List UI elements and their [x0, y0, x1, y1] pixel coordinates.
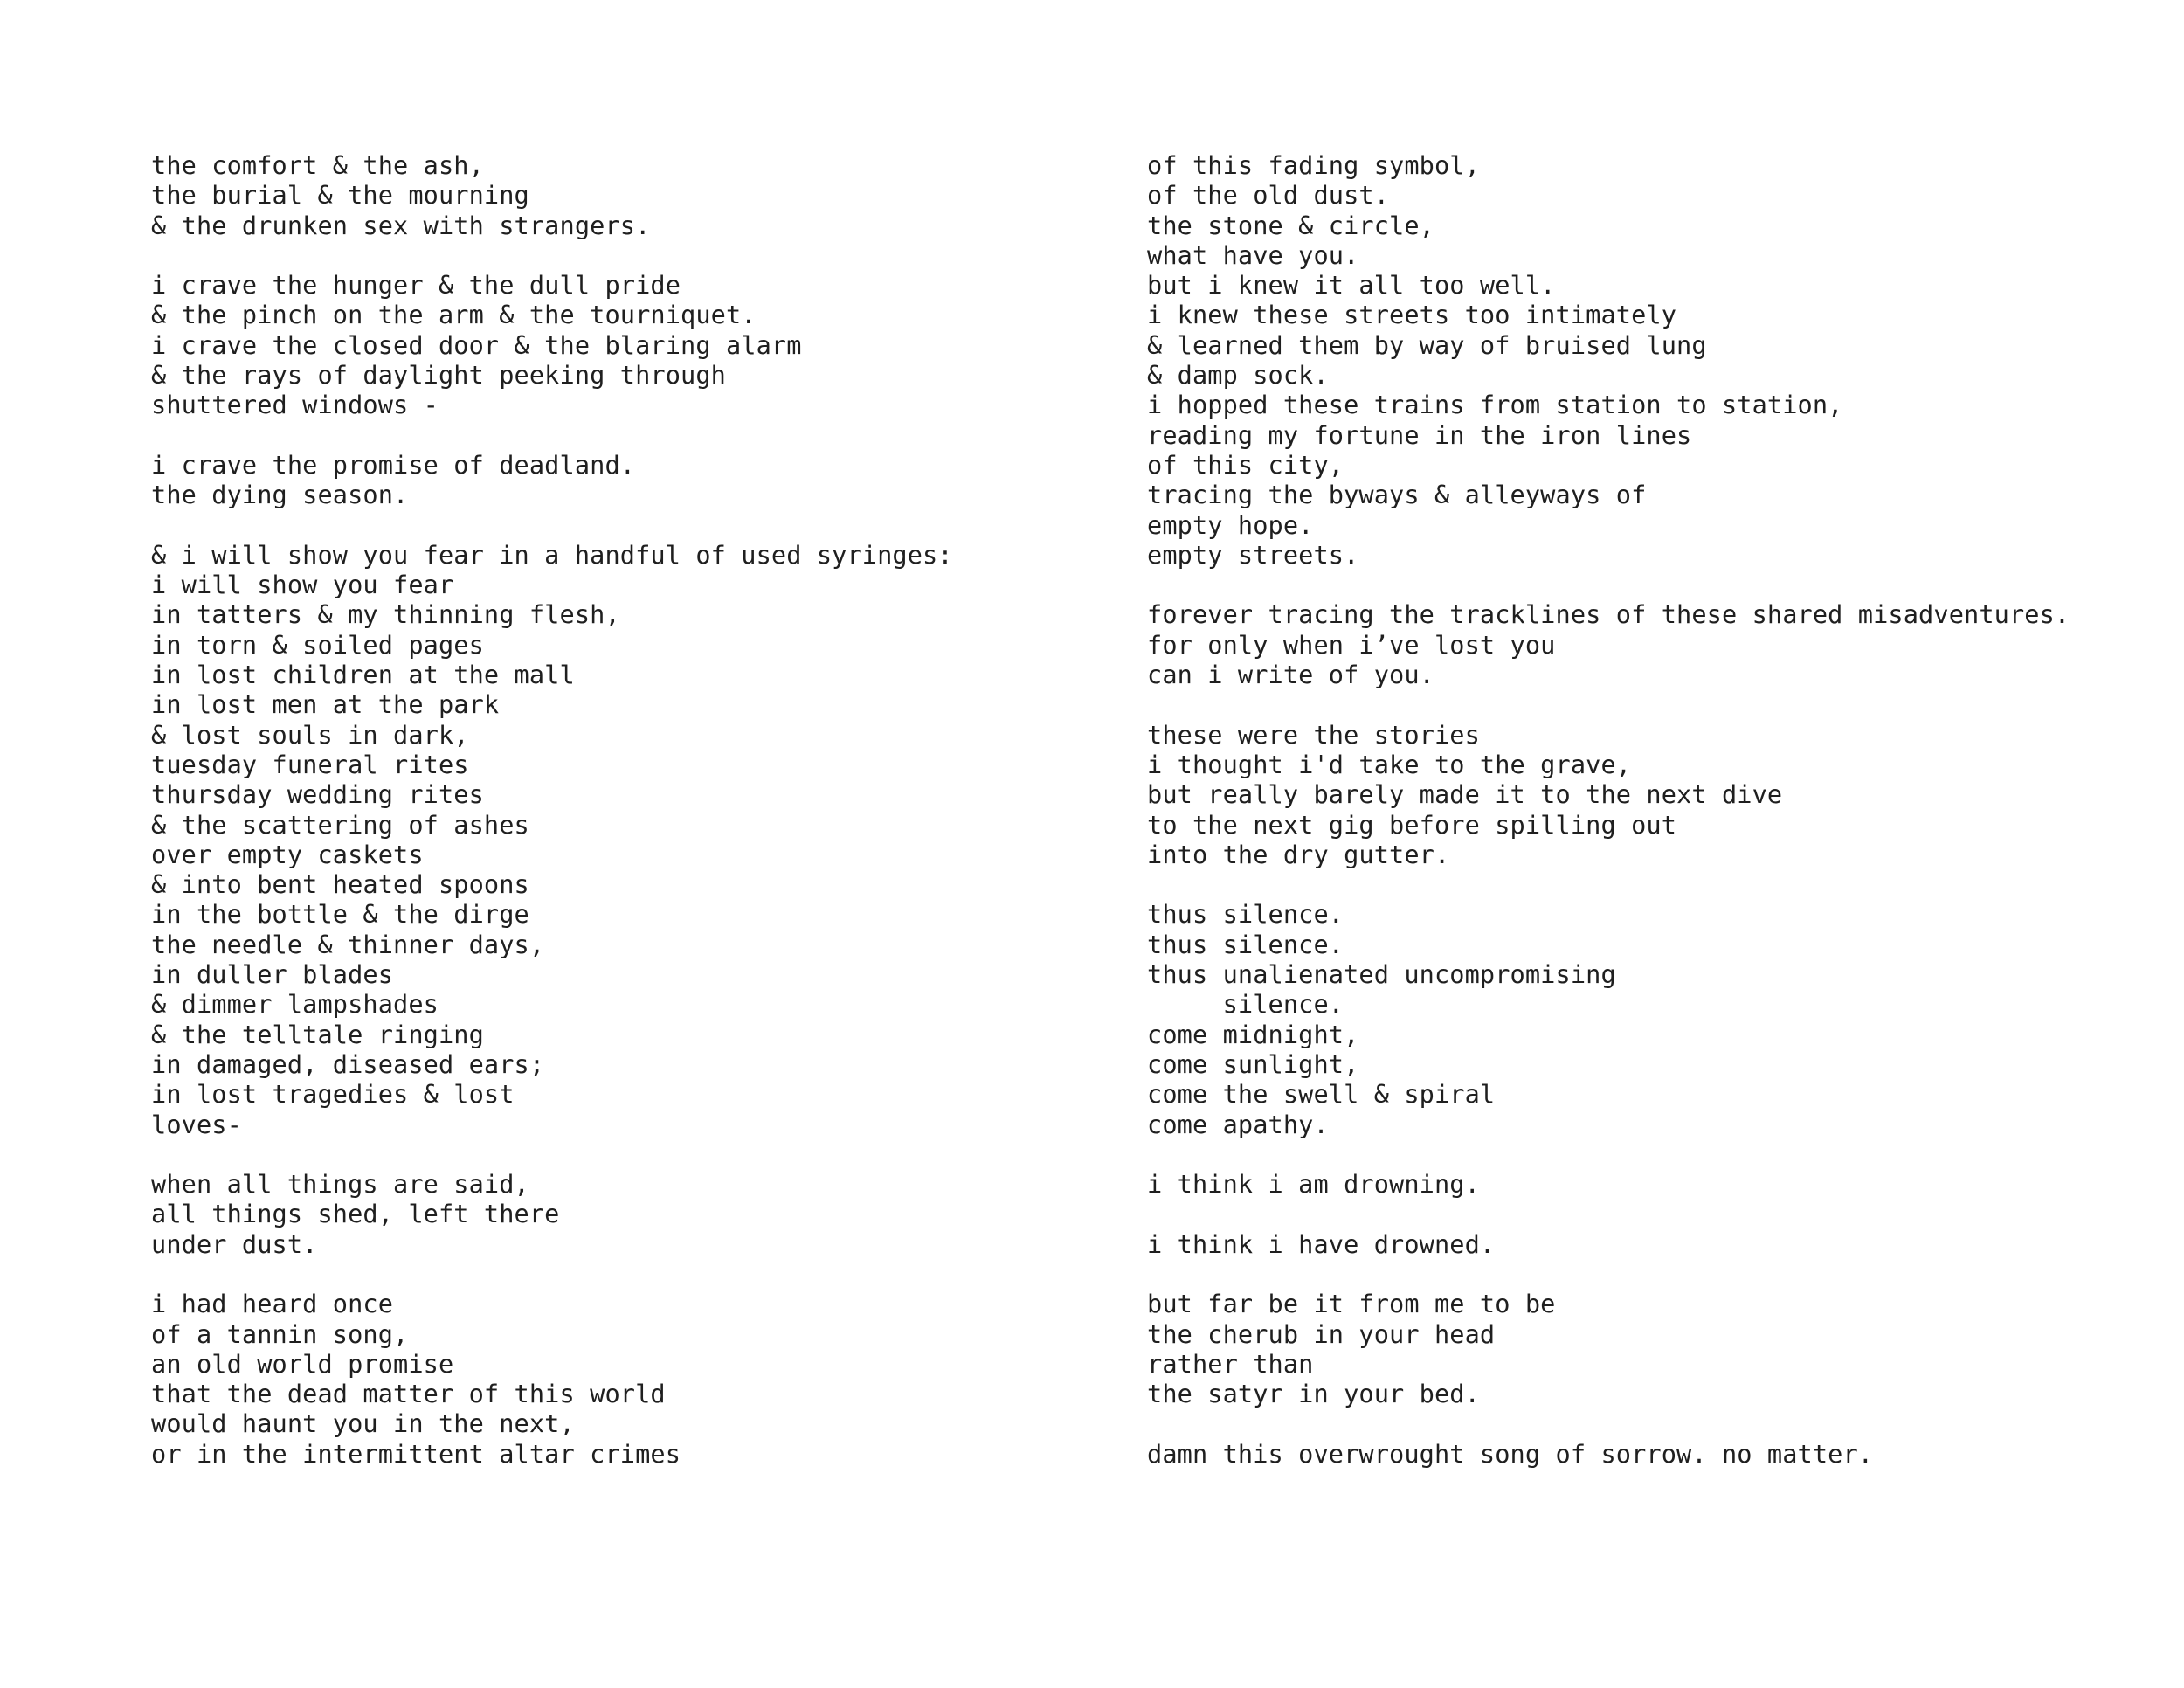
- left-page: [151, 150, 1025, 1469]
- poem-line: for only when i’ve lost you: [1147, 629, 1556, 660]
- poem-line: that the dead matter of this world: [151, 1379, 666, 1409]
- poem-line: i crave the closed door & the blaring alarm: [151, 329, 802, 360]
- poem-line: but really barely made it to the next dive: [1147, 779, 1783, 810]
- poem-line: i had heard once: [151, 1289, 394, 1319]
- stanza-break: [1147, 689, 2108, 719]
- poem-line: come apathy.: [1147, 1109, 1329, 1139]
- stanza-break: [151, 420, 1025, 450]
- right-page: [1147, 150, 2108, 1469]
- stanza-break: [1147, 869, 2108, 899]
- poem-line: come midnight,: [1147, 1019, 1359, 1049]
- poem-line: but far be it from me to be: [1147, 1289, 1556, 1319]
- poem-line: & the rays of daylight peeking through: [151, 360, 726, 391]
- poem-line: & i will show you fear in a handful of used syringes:: [151, 539, 953, 570]
- poem-line: i crave the hunger & the dull pride: [151, 270, 681, 301]
- poem-line: & lost souls in dark,: [151, 719, 469, 750]
- stanza-break: [1147, 1259, 2108, 1289]
- poem-line: thus silence.: [1147, 929, 1344, 959]
- poem-line: come sunlight,: [1147, 1048, 1359, 1079]
- poem-line: or in the intermittent altar crimes: [151, 1438, 681, 1469]
- poem-line: the stone & circle,: [1147, 210, 1434, 240]
- poem-line: would haunt you in the next,: [151, 1408, 575, 1439]
- poem-line: in lost children at the mall: [151, 660, 575, 690]
- poem-line: all things shed, left there: [151, 1199, 560, 1229]
- poem-line: & dimmer lampshades: [151, 989, 439, 1020]
- poem-line: & the scattering of ashes: [151, 809, 529, 840]
- poem-line: tuesday funeral rites: [151, 749, 469, 779]
- poem-line: when all things are said,: [151, 1169, 529, 1200]
- poem-line: thus unalienated uncompromising: [1147, 959, 1616, 990]
- poem-line: under dust.: [151, 1228, 318, 1259]
- poem-line: the needle & thinner days,: [151, 929, 545, 959]
- poem-line: of this fading symbol,: [1147, 150, 1480, 180]
- poem-line: & into bent heated spoons: [151, 869, 529, 900]
- poem-line: damn this overwrought song of sorrow. no matter.: [1147, 1438, 1874, 1469]
- poem-line: in the bottle & the dirge: [151, 899, 529, 930]
- poem-line: the comfort & the ash,: [151, 150, 484, 180]
- poem-line: the satyr in your bed.: [1147, 1379, 1480, 1409]
- poem-line: empty hope.: [1147, 509, 1314, 540]
- poem-line: & learned them by way of bruised lung: [1147, 329, 1707, 360]
- poem-line: the burial & the mourning: [151, 180, 529, 211]
- poem-line: i hopped these trains from station to station,: [1147, 390, 1843, 420]
- poem-line: tracing the byways & alleyways of: [1147, 480, 1647, 510]
- poem-line: thus silence.: [1147, 899, 1344, 930]
- stanza-break: [151, 240, 1025, 270]
- poem-line: & the drunken sex with strangers.: [151, 210, 651, 240]
- poem-line: but i knew it all too well.: [1147, 270, 1556, 301]
- poem-line: i knew these streets too intimately: [1147, 300, 1677, 330]
- poem-line: in tatters & my thinning flesh,: [151, 599, 620, 630]
- poem-line: loves-: [151, 1109, 242, 1139]
- poem-line: these were the stories: [1147, 719, 1480, 750]
- poem-line: an old world promise: [151, 1348, 454, 1379]
- poem-line: in torn & soiled pages: [151, 629, 484, 660]
- stanza-break: [151, 510, 1025, 540]
- poem-line: in lost men at the park: [151, 689, 500, 720]
- poem-line: the cherub in your head: [1147, 1318, 1496, 1349]
- poem-line: in damaged, diseased ears;: [151, 1048, 545, 1079]
- poem-line: of the old dust.: [1147, 180, 1390, 211]
- poem-line: the dying season.: [151, 480, 409, 510]
- poem-line: i thought i'd take to the grave,: [1147, 749, 1632, 779]
- poem-line: & the pinch on the arm & the tourniquet.: [151, 300, 757, 330]
- stanza-break: [151, 1139, 1025, 1169]
- poem-line: empty streets.: [1147, 539, 1359, 570]
- poem-line: in duller blades: [151, 959, 394, 990]
- poem-line: come the swell & spiral: [1147, 1079, 1496, 1110]
- poem-line: thursday wedding rites: [151, 779, 484, 810]
- poem-line: i crave the promise of deadland.: [151, 449, 636, 480]
- poem-line: silence.: [1147, 989, 1344, 1020]
- poem-line: & the telltale ringing: [151, 1019, 484, 1049]
- poem-line: forever tracing the tracklines of these shared misadventures.: [1147, 599, 2070, 630]
- poem-line: rather than: [1147, 1348, 1314, 1379]
- poem-line: to the next gig before spilling out: [1147, 809, 1677, 840]
- poem-line: into the dry gutter.: [1147, 839, 1450, 869]
- stanza-break: [1147, 1408, 2108, 1438]
- poem-line: in lost tragedies & lost: [151, 1079, 515, 1110]
- poem-line: of a tannin song,: [151, 1318, 409, 1349]
- stanza-break: [1147, 570, 2108, 599]
- stanza-break: [1147, 1139, 2108, 1169]
- poem-line: shuttered windows -: [151, 390, 439, 420]
- poem-line: over empty caskets: [151, 839, 424, 869]
- poem-line: i think i am drowning.: [1147, 1169, 1480, 1200]
- poem-line: i think i have drowned.: [1147, 1228, 1496, 1259]
- stanza-break: [151, 1259, 1025, 1289]
- poem-line: what have you.: [1147, 239, 1359, 270]
- poem-line: can i write of you.: [1147, 660, 1434, 690]
- poem-line: i will show you fear: [151, 570, 454, 600]
- poem-line: reading my fortune in the iron lines: [1147, 419, 1692, 450]
- stanza-break: [1147, 1199, 2108, 1228]
- poem-line: & damp sock.: [1147, 360, 1329, 391]
- poem-line: of this city,: [1147, 449, 1344, 480]
